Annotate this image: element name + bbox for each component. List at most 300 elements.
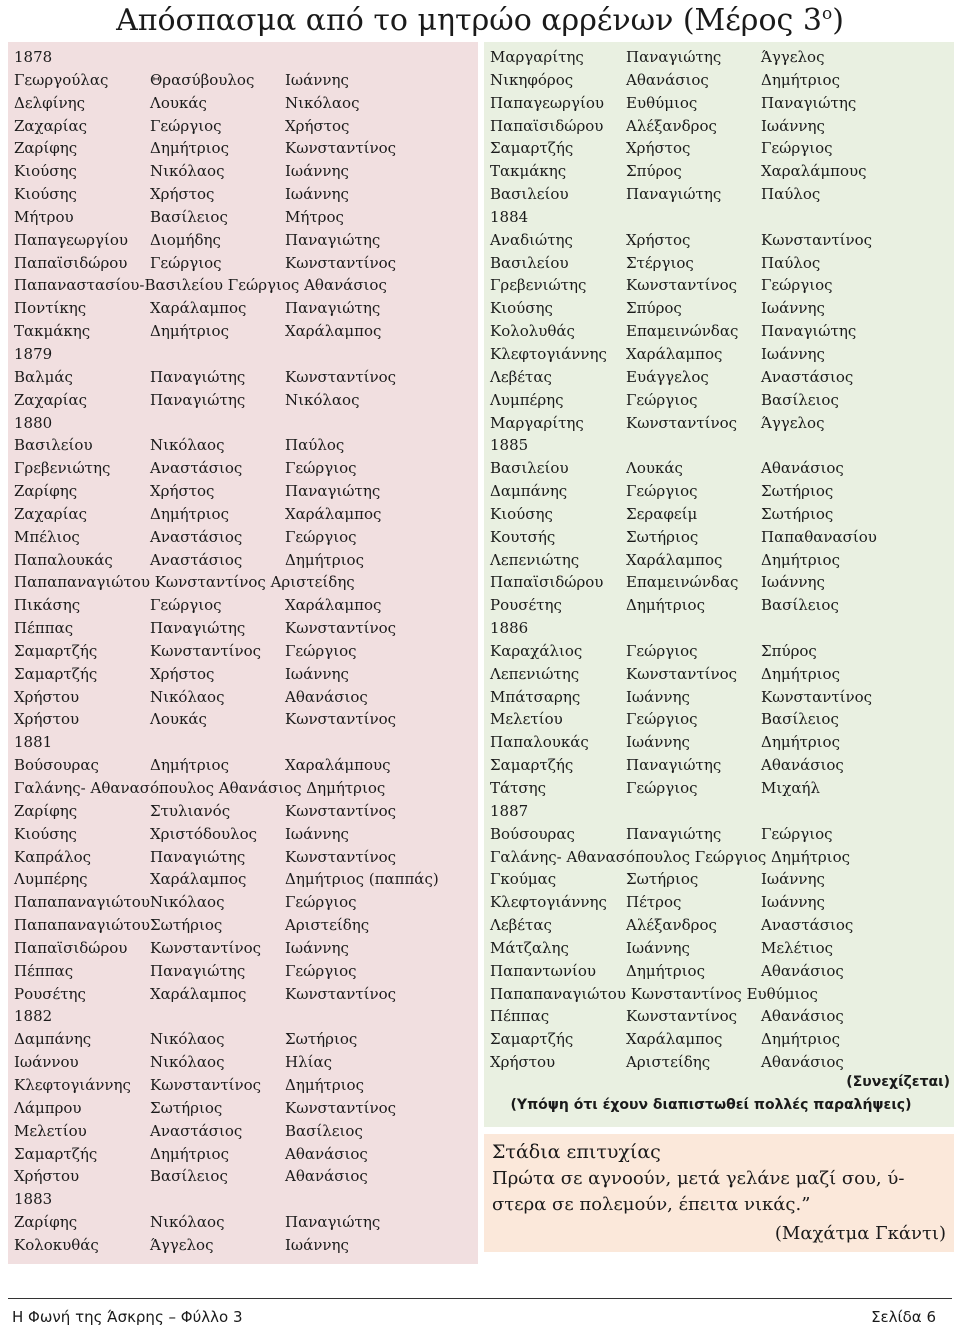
register-entry: [14, 457, 474, 480]
father-name: Ιωάννης: [761, 870, 825, 889]
surname: Σαμαρτζής: [14, 1144, 98, 1163]
father-name: Αριστείδης: [285, 916, 370, 935]
father-name: Χρήστος: [285, 116, 350, 135]
given-name: Χρήστος: [626, 139, 691, 158]
register-entry: [490, 320, 950, 343]
given-name: Χριστόδουλος: [150, 824, 258, 843]
year-heading: [14, 1188, 474, 1211]
surname: Μπέλιος: [14, 527, 80, 546]
surname: Κιούσης: [490, 504, 553, 523]
father-name: Βασίλειος: [285, 1121, 363, 1140]
surname: Δαμπάνης: [490, 482, 568, 501]
father-name: Νικόλαος: [285, 93, 360, 112]
given-name: Ιωάννης: [626, 733, 690, 752]
given-name: Χαράλαμπος: [150, 299, 247, 318]
surname: Κολολυθάς: [490, 322, 575, 341]
father-name: Κωνσταντίνος: [285, 1098, 397, 1117]
register-entry: [14, 526, 474, 549]
register-entry: [14, 297, 474, 320]
given-name: Επαμεινώνδας: [626, 573, 739, 592]
father-name: Δημήτριος: [761, 664, 840, 683]
given-name: Αναστάσιος: [150, 1121, 243, 1140]
father-name: Γεώργιος: [285, 893, 357, 912]
given-name: Ιωάννης: [626, 687, 690, 706]
father-name: Νικόλαος: [285, 390, 360, 409]
father-name: Αθανάσιος: [761, 961, 844, 980]
year-label: 1879: [14, 344, 53, 363]
surname: Βασιλείου: [14, 436, 93, 455]
register-entry: [14, 1074, 474, 1097]
father-name: Γεώργιος: [761, 139, 833, 158]
surname: Κιούσης: [14, 824, 77, 843]
father-name: Παύλος: [285, 436, 345, 455]
register-entry: [14, 800, 474, 823]
surname: Δαμπάνης: [14, 1030, 92, 1049]
father-name: Παύλος: [761, 253, 821, 272]
entry-text: Παπαπαναγιώτου Κωνσταντίνος Ευθύμιος: [490, 984, 818, 1003]
father-name: Αθανάσιος: [761, 756, 844, 775]
father-name: Σωτήριος: [761, 504, 834, 523]
given-name: Δημήτριος: [150, 756, 229, 775]
year-heading: [14, 1005, 474, 1028]
register-entry: [14, 868, 474, 891]
year-heading: [490, 206, 950, 229]
given-name: Στέργιος: [626, 253, 694, 272]
year-heading: [14, 46, 474, 69]
surname: Παπαγεωργίου: [490, 93, 604, 112]
quote-box: [484, 1134, 954, 1252]
register-entry: [14, 1028, 474, 1051]
register-entry: [490, 731, 950, 754]
register-entry: [490, 663, 950, 686]
given-name: Κωνσταντίνος: [626, 1007, 738, 1026]
father-name: Κωνσταντίνος: [285, 847, 397, 866]
surname: Ζαρίφης: [14, 482, 78, 501]
surname: Μελετίου: [14, 1121, 87, 1140]
surname: Λεπενιώτης: [490, 550, 580, 569]
father-name: Χαράλαμπος: [285, 596, 382, 615]
surname: Τακμάκης: [490, 162, 567, 181]
given-name: Δημήτριος: [150, 1144, 229, 1163]
register-entry: [490, 823, 950, 846]
surname: Χρήστου: [490, 1053, 556, 1072]
father-name: Ιωάννης: [285, 664, 349, 683]
surname: Ζαρίφης: [14, 139, 78, 158]
given-name: Χρήστος: [150, 185, 215, 204]
father-name: Σπύρος: [761, 641, 817, 660]
surname: Χρήστου: [14, 1167, 80, 1186]
surname: Καπράλος: [14, 847, 92, 866]
surname: Τάτσης: [490, 779, 547, 797]
given-name: Χαράλαμπος: [626, 550, 723, 569]
register-entry: [14, 137, 474, 160]
register-entry: [490, 137, 950, 160]
register-entry: [490, 252, 950, 275]
surname: Πέππας: [14, 619, 74, 638]
surname: Ιωάννου: [14, 1053, 79, 1072]
father-name: Δημήτριος: [761, 733, 840, 752]
given-name: Παναγιώτης: [150, 390, 246, 409]
surname: Ζαχαρίας: [14, 116, 88, 135]
surname: Ζαρίφης: [14, 1213, 78, 1232]
given-name: Επαμεινώνδας: [626, 322, 739, 341]
year-heading: [14, 412, 474, 435]
register-entry: [14, 69, 474, 92]
year-heading: [490, 800, 950, 823]
father-name: Παναγιώτης: [761, 93, 857, 112]
surname: Χρήστου: [14, 687, 80, 706]
given-name: Λουκάς: [626, 459, 683, 478]
father-name: Κωνσταντίνος: [285, 801, 397, 820]
register-entry: [490, 160, 950, 183]
register-entry: [14, 480, 474, 503]
register-entry: [14, 183, 474, 206]
register-entry: [490, 846, 950, 869]
register-entry: [490, 937, 950, 960]
register-entry: [14, 1165, 474, 1188]
register-entry: [14, 846, 474, 869]
given-name: Ευθύμιος: [626, 93, 698, 112]
father-name: Ιωάννης: [761, 299, 825, 318]
register-entry: [14, 571, 474, 594]
given-name: Σωτήριος: [626, 870, 699, 889]
surname: Λεπενιώτης: [490, 664, 580, 683]
given-name: Γεώργιος: [626, 482, 698, 501]
register-entry: [14, 777, 474, 800]
page-title-superscript: ο: [821, 4, 833, 24]
father-name: Δημήτριος: [761, 1030, 840, 1049]
given-name: Νικόλαος: [150, 162, 225, 181]
father-name: Αθανάσιος: [761, 1053, 844, 1072]
given-name: Αναστάσιος: [150, 459, 243, 478]
father-name: Ηλίας: [285, 1053, 332, 1072]
year-label: 1880: [14, 413, 53, 432]
register-entry: [490, 92, 950, 115]
register-entry: [490, 1028, 950, 1051]
register-entry: [490, 686, 950, 709]
given-name: Παναγιώτης: [150, 619, 246, 638]
father-name: Δημήτριος: [761, 70, 840, 89]
father-name: Βασίλειος: [761, 596, 839, 615]
surname: Μαργαρίτης: [490, 413, 584, 432]
omissions-note: (Υπόψη ότι έχουν διαπιστωθεί πολλές παραλήψεις): [510, 1097, 912, 1113]
register-entry: [490, 640, 950, 663]
surname: Κλεφτογιάννης: [14, 1075, 131, 1094]
given-name: Παναγιώτης: [626, 48, 722, 66]
register-entry: [490, 183, 950, 206]
given-name: Νικόλαος: [150, 1053, 225, 1072]
father-name: Αθανάσιος: [761, 459, 844, 478]
father-name: Άγγελος: [761, 48, 825, 66]
surname: Γρεβενιώτης: [490, 276, 587, 295]
register-entry: [490, 297, 950, 320]
page-title-main: Απόσπασμα από το μητρώο αρρένων (Μέρος 3: [116, 3, 822, 38]
father-name: Παναγιώτης: [285, 299, 381, 318]
father-name: Δημήτριος: [761, 550, 840, 569]
footer-divider: [8, 1298, 952, 1299]
year-label: 1881: [14, 733, 53, 752]
year-label: 1878: [14, 48, 53, 66]
register-entry: [490, 115, 950, 138]
register-entry: [14, 389, 474, 412]
surname: Λεβέτας: [490, 367, 552, 386]
father-name: Ιωάννης: [285, 1235, 349, 1254]
given-name: Χαράλαμπος: [626, 1030, 723, 1049]
register-entry: [490, 891, 950, 914]
father-name: Γεώργιος: [285, 459, 357, 478]
given-name: Κωνσταντίνος: [150, 1075, 262, 1094]
father-name: Ιωάννης: [761, 344, 825, 363]
given-name: Γεώργιος: [626, 390, 698, 409]
register-entry: [14, 115, 474, 138]
surname: Παπαλουκάς: [490, 733, 589, 752]
given-name: Χαράλαμπος: [150, 984, 247, 1003]
given-name: Χαράλαμπος: [626, 344, 723, 363]
surname: Ποντίκης: [14, 299, 87, 318]
register-entry: [490, 69, 950, 92]
surname: Ζαχαρίας: [14, 504, 88, 523]
register-entry: [14, 640, 474, 663]
given-name: Σπύρος: [626, 299, 682, 318]
father-name: Δημήτριος: [285, 1075, 364, 1094]
register-entry: [14, 434, 474, 457]
register-entry: [14, 206, 474, 229]
given-name: Γεώργιος: [150, 596, 222, 615]
given-name: Κωνσταντίνος: [626, 276, 738, 295]
register-entry: [14, 274, 474, 297]
father-name: Παύλος: [761, 185, 821, 204]
given-name: Παναγιώτης: [626, 185, 722, 204]
surname: Γεωργούλας: [14, 70, 109, 89]
surname: Πικάσης: [14, 596, 81, 615]
father-name: Βασίλειος: [761, 710, 839, 729]
register-entry: [490, 549, 950, 572]
father-name: Παναγιώτης: [761, 322, 857, 341]
surname: Χρήστου: [14, 710, 80, 729]
given-name: Γεώργιος: [626, 779, 698, 797]
father-name: Ιωάννης: [761, 116, 825, 135]
register-entry: [14, 754, 474, 777]
surname: Λυμπέρης: [14, 870, 88, 889]
father-name: Κωνσταντίνος: [761, 687, 873, 706]
father-name: Ιωάννης: [285, 162, 349, 181]
register-entry: [490, 274, 950, 297]
surname: Σαμαρτζής: [490, 1030, 574, 1049]
given-name: Σωτήριος: [150, 1098, 223, 1117]
father-name: Κωνσταντίνος: [285, 984, 397, 1003]
given-name: Νικόλαος: [150, 436, 225, 455]
register-entry: [14, 229, 474, 252]
surname: Γρεβενιώτης: [14, 459, 111, 478]
surname: Τακμάκης: [14, 322, 91, 341]
quote-text: Πρώτα σε αγνοούν, μετά γελάνε μαζί σου, ύ- στερα σε πολεμούν, έπειτα νικάς.”: [492, 1168, 905, 1215]
given-name: Δημήτριος: [150, 139, 229, 158]
surname: Κιούσης: [490, 299, 553, 318]
surname: Βούσουρας: [490, 824, 575, 843]
surname: Παπαπαναγιώτου: [14, 893, 150, 912]
given-name: Παναγιώτης: [150, 961, 246, 980]
surname: Γκούμας: [490, 870, 557, 889]
given-name: Γεώργιος: [626, 641, 698, 660]
year-heading: [490, 434, 950, 457]
given-name: Χρήστος: [150, 482, 215, 501]
left-register-list: [14, 46, 474, 1257]
register-entry: [490, 229, 950, 252]
given-name: Αλέξανδρος: [626, 916, 717, 935]
year-label: 1886: [490, 619, 529, 638]
given-name: Αθανάσιος: [626, 70, 709, 89]
year-label: 1884: [490, 207, 529, 226]
quote-author: (Μαχάτμα Γκάντι): [774, 1223, 946, 1244]
register-entry: [490, 503, 950, 526]
surname: Παπαϊσιδώρου: [14, 938, 128, 957]
father-name: Κωνσταντίνος: [285, 710, 397, 729]
register-entry: [490, 389, 950, 412]
quote-title: Στάδια επιτυχίας: [492, 1141, 661, 1163]
surname: Παπαγεωργίου: [14, 230, 128, 249]
father-name: Χαράλαμπος: [285, 504, 382, 523]
given-name: Χρήστος: [150, 664, 215, 683]
father-name: Χαραλάμπους: [761, 162, 867, 181]
father-name: Κωνσταντίνος: [285, 619, 397, 638]
father-name: Ιωάννης: [285, 824, 349, 843]
father-name: Χαράλαμπος: [285, 322, 382, 341]
surname: Μήτρου: [14, 207, 74, 226]
given-name: Παναγιώτης: [626, 824, 722, 843]
surname: Λάμπρου: [14, 1098, 82, 1117]
register-entry: [490, 412, 950, 435]
father-name: Ιωάννης: [761, 573, 825, 592]
surname: Κολοκυθάς: [14, 1235, 99, 1254]
father-name: Αθανάσιος: [285, 1167, 368, 1186]
given-name: Στυλιανός: [150, 801, 231, 820]
father-name: Δημήτριος: [285, 550, 364, 569]
register-entry: [14, 891, 474, 914]
surname: Σαμαρτζής: [490, 756, 574, 775]
surname: Βασιλείου: [490, 253, 569, 272]
year-heading: [14, 343, 474, 366]
given-name: Χαράλαμπος: [150, 870, 247, 889]
given-name: Αριστείδης: [626, 1053, 711, 1072]
father-name: Αθανάσιος: [761, 1007, 844, 1026]
register-entry: [14, 1211, 474, 1234]
father-name: Κωνσταντίνος: [285, 367, 397, 386]
given-name: Ευάγγελος: [626, 367, 709, 386]
register-entry: [14, 983, 474, 1006]
father-name: Αναστάσιος: [761, 367, 854, 386]
given-name: Δημήτριος: [150, 504, 229, 523]
register-entry: [14, 914, 474, 937]
year-label: 1883: [14, 1190, 53, 1209]
given-name: Παναγιώτης: [626, 756, 722, 775]
given-name: Αναστάσιος: [150, 550, 243, 569]
surname: Αναδιώτης: [490, 230, 573, 249]
register-entry: [14, 1120, 474, 1143]
given-name: Παναγιώτης: [150, 847, 246, 866]
register-entry: [490, 343, 950, 366]
register-entry: [490, 594, 950, 617]
given-name: Παναγιώτης: [150, 367, 246, 386]
surname: Δελφίνης: [14, 93, 86, 112]
register-entry: [14, 960, 474, 983]
father-name: Γεώργιος: [761, 824, 833, 843]
father-name: Μελέτιος: [761, 938, 834, 957]
father-name: Ιωάννης: [761, 893, 825, 912]
father-name: Δημήτριος (παππάς): [285, 870, 439, 889]
given-name: Νικόλαος: [150, 687, 225, 706]
footer-page-number: Σελίδα 6: [871, 1308, 936, 1326]
register-entry: [14, 708, 474, 731]
surname: Βαλμάς: [14, 367, 73, 386]
register-entry: [14, 663, 474, 686]
register-entry: [14, 617, 474, 640]
surname: Μελετίου: [490, 710, 563, 729]
year-label: 1887: [490, 801, 529, 820]
register-entry: [490, 571, 950, 594]
register-entry: [490, 754, 950, 777]
surname: Παπαϊσιδώρου: [14, 253, 128, 272]
surname: Βούσουρας: [14, 756, 99, 775]
father-name: Βασίλειος: [761, 390, 839, 409]
surname: Ρουσέτης: [14, 984, 86, 1003]
surname: Πέππας: [490, 1007, 550, 1026]
father-name: Ιωάννης: [285, 70, 349, 89]
register-entry: [490, 526, 950, 549]
surname: Κουτσής: [490, 527, 556, 546]
given-name: Γεώργιος: [150, 116, 222, 135]
father-name: Αθανάσιος: [285, 1144, 368, 1163]
father-name: Γεώργιος: [285, 527, 357, 546]
register-entry: [490, 777, 950, 800]
given-name: Χρήστος: [626, 230, 691, 249]
given-name: Δημήτριος: [626, 961, 705, 980]
register-entry: [490, 1005, 950, 1028]
entry-text: Γαλάνης- Αθανασόπουλος Αθανάσιος Δημήτριος: [14, 779, 386, 797]
continued-note: (Συνεχίζεται): [846, 1074, 950, 1090]
register-entry: [14, 503, 474, 526]
father-name: Γεώργιος: [761, 276, 833, 295]
given-name: Νικόλαος: [150, 1030, 225, 1049]
surname: Σαμαρτζής: [490, 139, 574, 158]
register-entry: [490, 983, 950, 1006]
register-entry: [14, 549, 474, 572]
surname: Παπαϊσιδώρου: [490, 116, 604, 135]
father-name: Παπαθανασίου: [761, 527, 877, 546]
surname: Παπαπαναγιώτου: [14, 916, 150, 935]
given-name: Αναστάσιος: [150, 527, 243, 546]
register-entry: [14, 1097, 474, 1120]
register-entry: [14, 320, 474, 343]
father-name: Σωτήριος: [761, 482, 834, 501]
surname: Ζαρίφης: [14, 801, 78, 820]
given-name: Νικόλαος: [150, 1213, 225, 1232]
year-label: 1882: [14, 1007, 53, 1026]
register-entry: [14, 594, 474, 617]
register-entry: [14, 686, 474, 709]
surname: Παπαντωνίου: [490, 961, 596, 980]
footer-publication: Η Φωνή της Άσκρης – Φύλλο 3: [12, 1308, 243, 1326]
given-name: Άγγελος: [150, 1235, 214, 1254]
father-name: Κωνσταντίνος: [285, 139, 397, 158]
register-entry: [490, 366, 950, 389]
register-entry: [490, 868, 950, 891]
surname: Μαργαρίτης: [490, 48, 584, 66]
given-name: Αλέξανδρος: [626, 116, 717, 135]
given-name: Νικόλαος: [150, 893, 225, 912]
page-title: [0, 0, 960, 42]
register-entry: [14, 366, 474, 389]
father-name: Ιωάννης: [285, 185, 349, 204]
